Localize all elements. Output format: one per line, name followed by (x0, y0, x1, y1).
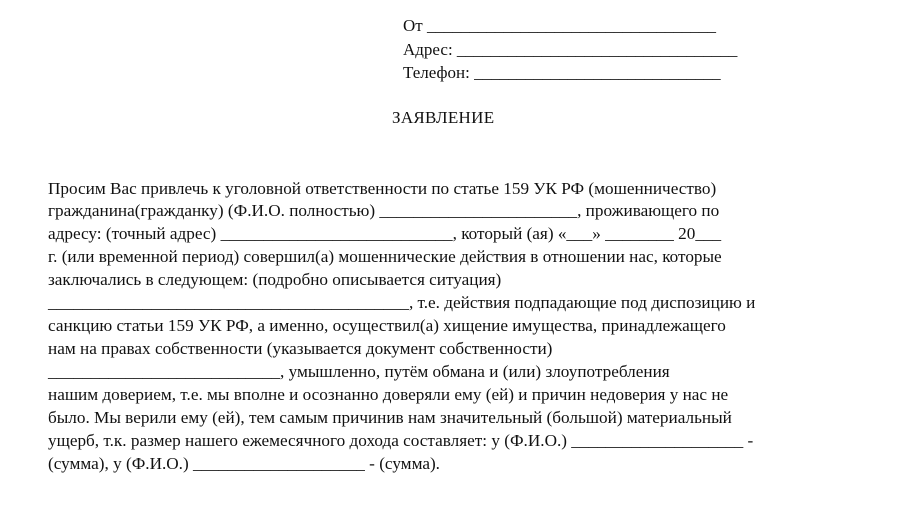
body-line-12: ущерб, т.к. размер нашего ежемесячного дохода составляет: у (Ф.И.О.) ____________________ - (48, 431, 754, 450)
body-line-11: было. Мы верили ему (ей), тем самым причинив нам значительный (большой) материальный (48, 408, 732, 427)
body-line-4: г. (или временной период) совершил(а) мошеннические действия в отношении нас, которые (48, 247, 722, 266)
address-field-line: Адрес: _________________________________ (403, 40, 738, 59)
phone-field-line: Телефон: _____________________________ (403, 63, 721, 82)
body-line-7: санкцию статьи 159 УК РФ, а именно, осуществил(а) хищение имущества, принадлежащего (48, 316, 726, 335)
body-line-6: __________________________________________, т.е. действия подпадающие под диспозицию и (48, 293, 756, 312)
body-line-13: (сумма), у (Ф.И.О.) ____________________ - (сумма). (48, 454, 440, 473)
from-field-line: От __________________________________ (403, 16, 716, 35)
body-line-3: адресу: (точный адрес) ___________________________, который (ая) «___» ________ 20___ (48, 224, 722, 243)
body-line-5: заключались в следующем: (подробно описывается ситуация) (48, 270, 502, 289)
body-line-1: Просим Вас привлечь к уголовной ответственности по статье 159 УК РФ (мошенничество) (48, 179, 717, 198)
body-line-9: ___________________________, умышленно, путём обмана и (или) злоупотребления (48, 362, 670, 381)
body-line-2: гражданина(гражданку) (Ф.И.О. полностью) _______________________, проживающего по (48, 201, 720, 220)
body-line-10: нашим доверием, т.е. мы вполне и осознанно доверяли ему (ей) и причин недоверия у нас не (48, 385, 729, 404)
document-title: ЗАЯВЛЕНИЕ (392, 108, 495, 127)
body-line-8: нам на правах собственности (указывается документ собственности) (48, 339, 553, 358)
